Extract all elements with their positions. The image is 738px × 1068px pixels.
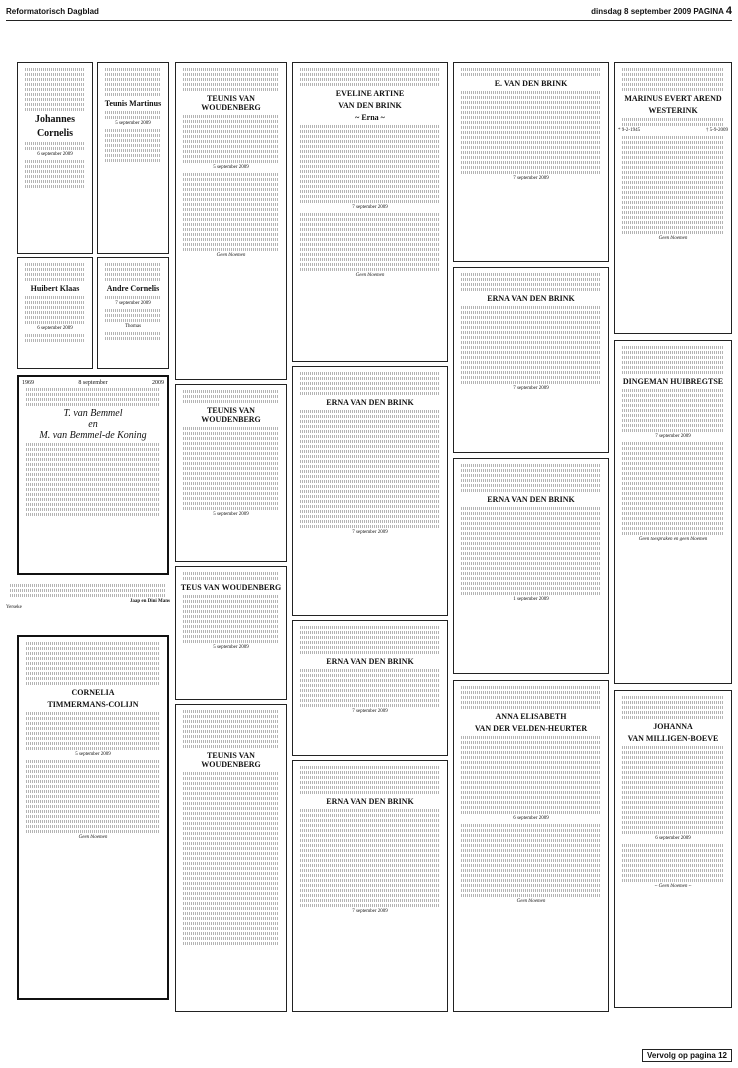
notice-date: 7 september 2009 [352,709,388,714]
notice-date: 5 september 2009 [115,121,151,126]
notice-name: E. VAN DEN BRINK [494,79,568,88]
notice-name: Johannes [34,114,75,125]
notice-date: 7 september 2009 [352,205,388,210]
notice-marinus-westerink: MARINUS EVERT AREND WESTERINK * 9-2-1945 † 5-9-2009 Geen bloemen [614,62,732,334]
notice-e-van-den-brink [453,62,609,262]
notice-name: TEUNIS VAN WOUDENBERG [201,751,261,769]
notice-johanna-van-milligen: JOHANNA VAN MILLIGEN-BOEVE 6 september 2009 ~ Geen bloemen ~ [614,690,732,1008]
notice-date: 6 september 2009 [655,836,691,841]
notice-date: 6 september 2009 [513,816,549,821]
notice-name: ERNA VAN DEN BRINK [326,657,414,666]
notice-date: 7 september 2009 [352,909,388,914]
notice-andre-cornelis: Andre Cornelis 7 september 2009 Thomas [97,257,169,369]
notice-name: Andre Cornelis [106,284,160,293]
notice-date: 6 september 2009 [37,326,73,331]
notice-name: T. van Bemmel [63,408,123,419]
notice-name: ERNA VAN DEN BRINK [487,294,575,303]
notice-date: 7 september 2009 [513,176,549,181]
notice-text-small: Jaap en Dini Mans Yerseke [6,582,170,611]
birth-date: * 9-2-1945 [618,128,641,133]
notice-anniversary: 1969 8 september 2009 T. van Bemmel en M. van Bemmel-de Koning [17,375,169,575]
notice-date: 6 september 2009 [37,152,73,157]
notice-name: MARINUS EVERT AREND [624,94,722,103]
notice-teus [175,566,287,700]
notice-name: TEUNIS VAN WOUDENBERG [201,94,261,112]
notice-cornelia-timmermans: CORNELIA TIMMERMANS-COLIJN 5 september 2009 Geen bloemen [17,635,169,1000]
notice-name: EVELINE ARTINE [335,89,405,98]
notice-erna-1 [292,366,448,616]
notice-date: 7 september 2009 [513,386,549,391]
notice-eveline-artine: EVELINE ARTINE VAN DEN BRINK ~ Erna ~ 7 september 2009 Geen bloemen [292,62,448,362]
notice-date: 5 september 2009 [213,645,249,650]
notice-name: DINGEMAN HUIBREGTSE [622,377,724,386]
notice-teunis-3 [175,704,287,1012]
notice-teunis-2 [175,384,287,562]
notice-name: TEUS VAN WOUDENBERG [180,583,282,592]
notice-name: Teunis Martinus [104,99,162,108]
notice-name: ERNA VAN DEN BRINK [326,797,414,806]
notice-name: ERNA VAN DEN BRINK [326,398,414,407]
notice-erna-2 [292,620,448,756]
notice-teunis-1: TEUNIS VAN WOUDENBERG 5 september 2009 Geen bloemen [175,62,287,380]
notice-date: 1 september 2009 [513,597,549,602]
notice-dingeman-huibregtse: DINGEMAN HUIBREGTSE 7 september 2009 Geen toespraken en geen bloemen [614,340,732,684]
notice-date: 7 september 2009 [352,530,388,535]
notice-name: CORNELIA [71,688,115,697]
notice-name: TEUNIS VAN WOUDENBERG [201,406,261,424]
page-date: dinsdag 8 september 2009 PAGINA 4 [591,5,732,17]
notice-anna-elisabeth: ANNA ELISABETH VAN DER VELDEN-HEURTER 6 september 2009 Geen bloemen [453,680,609,1012]
notice-teunis-martinus [97,62,169,254]
continued-on-page-link[interactable]: Vervolg op pagina 12 [642,1049,732,1062]
death-date: † 5-9-2009 [705,128,728,133]
notice-date: 5 september 2009 [75,752,111,757]
notice-name: ANNA ELISABETH [495,712,567,721]
notice-name: Huibert Klaas [30,284,80,293]
notice-name: JOHANNA [653,722,693,731]
notice-date: 7 september 2009 [655,434,691,439]
notice-date: 5 september 2009 [213,165,249,170]
newspaper-name: Reformatorisch Dagblad [6,7,99,16]
notice-name: ERNA VAN DEN BRINK [487,495,575,504]
notice-date: 7 september 2009 [115,301,151,306]
notice-date: 5 september 2009 [213,512,249,517]
page-header [6,4,732,21]
notice-erna-5 [453,458,609,674]
notice-erna-3 [292,760,448,1012]
notice-johannes-cornelis: Johannes Cornelis 6 september 2009 [17,62,93,254]
notice-huibert-klaas [17,257,93,369]
notice-erna-4 [453,267,609,453]
